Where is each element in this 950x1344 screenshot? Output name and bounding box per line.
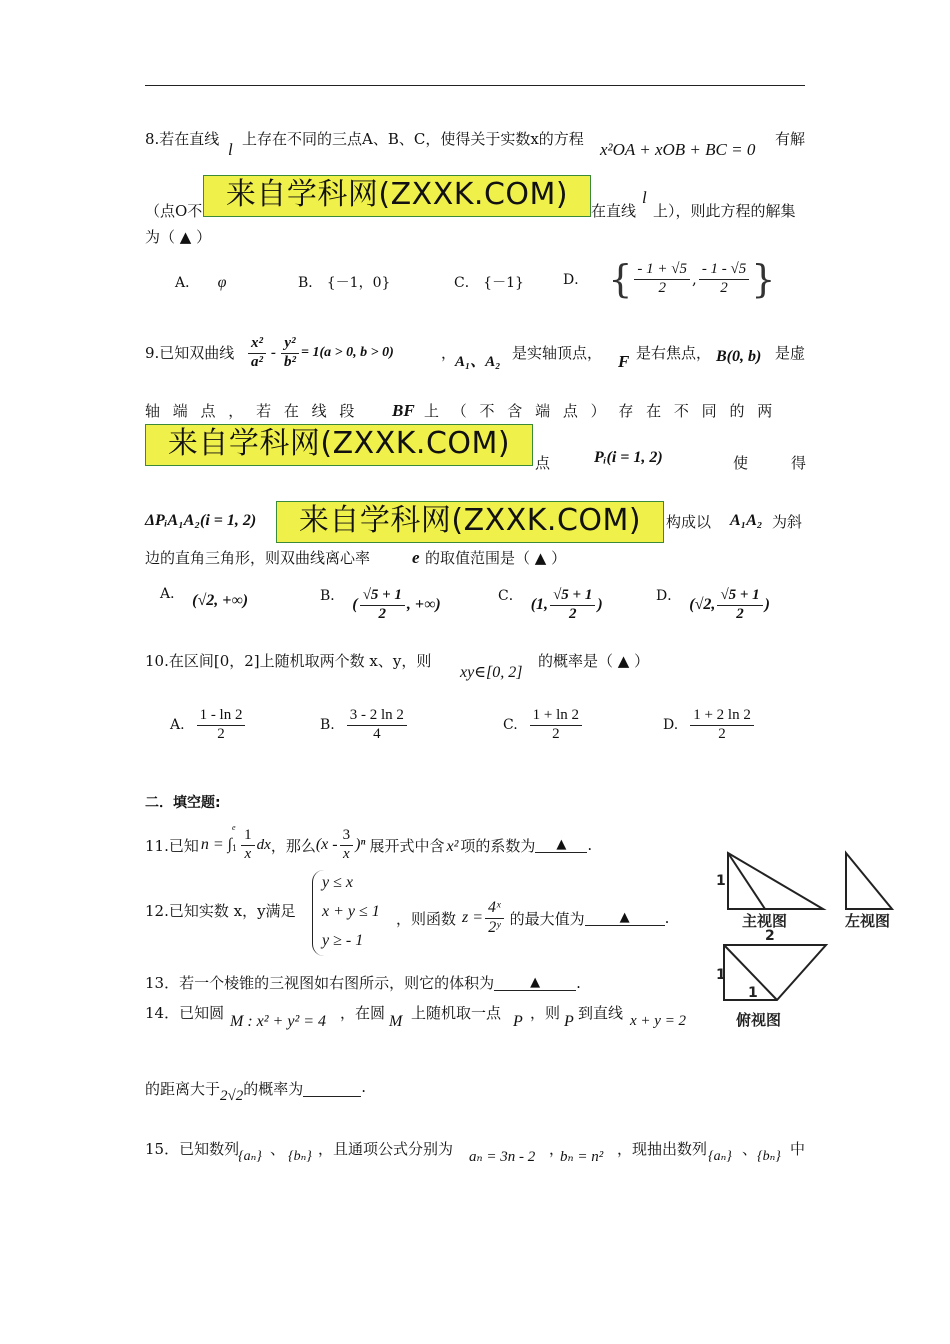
front-view-triangle — [728, 853, 823, 909]
q14-l2b: 的概率为 — [243, 1080, 304, 1098]
x2: x² — [446, 838, 459, 856]
q15-sep: 、 — [270, 1140, 286, 1158]
fig-one-front: 1 — [716, 873, 726, 889]
q9-t3: 是右焦点， — [636, 344, 712, 362]
side-view-label: 左视图 — [845, 912, 891, 930]
q11-limits — [232, 822, 237, 854]
tail: , +∞) — [406, 596, 441, 614]
q9-option-b — [320, 588, 441, 623]
q14-circle: M : x² + y² = 4 — [230, 1013, 327, 1030]
q8-line2b: 在直线 — [591, 202, 637, 220]
tail: ) — [597, 596, 603, 614]
watermark-3: 来自学科网(ZXXK.COM) — [276, 501, 664, 543]
frac — [690, 708, 754, 743]
frac-num: 3 - 2 ln 2 — [347, 708, 407, 726]
frac — [634, 262, 690, 297]
paren: ( — [352, 596, 358, 614]
q12-c1: y ≤ x — [322, 874, 353, 891]
q8-line2c: 上），则此方程的解集 — [653, 202, 796, 220]
frac-den: x — [343, 845, 350, 862]
option-label: D. — [663, 717, 679, 734]
frac — [197, 708, 246, 743]
three-view-figure — [710, 845, 900, 1035]
frac — [241, 828, 255, 863]
frac-den: 2 — [720, 279, 728, 296]
option-text: {－1} — [483, 275, 524, 291]
minus: - — [271, 344, 276, 361]
frac-den: 2 — [378, 605, 387, 622]
q10-cond: xy∈[0, 2] — [460, 664, 523, 681]
q9-de: 得 — [791, 454, 807, 472]
frac — [248, 336, 266, 371]
q14-l2a: 的距离大于 — [145, 1080, 221, 1098]
q13-text: 13．若一个棱锥的三视图如右图所示，则它的体积为 — [145, 974, 495, 992]
option-label: D． — [563, 272, 589, 288]
front-view-label: 主视图 — [742, 912, 788, 930]
q12-z: z = — [462, 909, 484, 927]
q10-option-b — [320, 708, 409, 743]
watermark-2: 来自学科网(ZXXK.COM) — [145, 424, 533, 466]
q14-t4: 到直线 — [578, 1004, 624, 1022]
q9-lead: 9.已知双曲线 — [145, 344, 235, 362]
paren: (1, — [530, 596, 549, 614]
q11-tail2: 项的系数为 — [460, 836, 536, 855]
q9-line4c: 为斜 — [772, 513, 803, 531]
q12-c2: x + y ≤ 1 — [322, 903, 380, 920]
q15-t4: 中 — [790, 1140, 806, 1158]
paren: (√2, — [689, 596, 716, 614]
q9-line5: 边的直角三角形，则双曲线离心率 — [145, 549, 371, 567]
q11 — [145, 823, 593, 863]
q10-text: 10.在区间[0，2]上随机取两个数 x、y，则 — [145, 652, 432, 670]
q8-line-l2: l — [642, 188, 647, 207]
frac — [550, 588, 595, 623]
frac-num: y² — [281, 336, 298, 354]
period: . — [576, 973, 581, 992]
fig-one-top-bottom: 1 — [748, 985, 758, 1001]
q13-blank[interactable]: ▲ — [494, 975, 576, 991]
expr-post: )ⁿ — [355, 836, 366, 854]
front-view-inner-line — [728, 853, 765, 909]
q9-line5b: 的取值范围是（ ▲ ） — [425, 549, 567, 567]
q12-c3: y ≥ - 1 — [322, 932, 364, 949]
q14-P: P — [513, 1013, 523, 1030]
q9-line2: 轴 端 点 ， 若 在 线 段 — [145, 402, 355, 420]
frac-den: 2 — [217, 725, 225, 742]
frac-num: 3 — [340, 828, 354, 846]
q9-F: F — [618, 352, 630, 371]
frac-num: 1 + 2 ln 2 — [690, 708, 754, 726]
q9-line3a: 点 — [535, 454, 551, 472]
frac — [360, 588, 405, 623]
q15-bn: {bₙ} — [288, 1149, 312, 1164]
q11-mid: ，那么 — [270, 836, 316, 855]
option-text: {－1，0} — [326, 275, 391, 291]
dx: dx — [256, 836, 271, 853]
option-label: D． — [656, 588, 682, 605]
period: . — [664, 909, 670, 928]
q14-t1: ，在圆 — [340, 1004, 386, 1022]
frac-num: 1 - ln 2 — [197, 708, 246, 726]
q11-blank[interactable]: ▲ — [535, 837, 587, 853]
option-text: φ — [217, 274, 227, 291]
q15-t3: ，现抽出数列 — [617, 1140, 708, 1158]
q9-t2: 是实轴顶点， — [512, 344, 603, 362]
q15-an2: {aₙ} — [708, 1149, 732, 1164]
top-view-shape — [724, 945, 826, 1000]
option-label: C． — [498, 588, 523, 605]
q9-BF: BF — [392, 401, 415, 420]
frac-den: b² — [284, 353, 296, 370]
comma: , — [692, 270, 697, 288]
q12-tail-text: 的最大值为 — [509, 909, 585, 928]
fig-two: 2 — [765, 928, 775, 944]
q8-option-d — [563, 257, 776, 301]
option-label: B． — [298, 275, 323, 291]
q8-line1 — [145, 128, 219, 149]
option-text: (√2, +∞) — [192, 592, 249, 609]
watermark-1: 来自学科网(ZXXK.COM) — [203, 175, 591, 217]
section-title: 二．填空题: — [145, 795, 221, 811]
option-label: A. — [170, 717, 185, 734]
q9-option-a — [160, 586, 249, 610]
frac-num: √5 + 1 — [550, 588, 595, 606]
q8-has-solution: 有解 — [775, 130, 806, 148]
q8-line-l: l — [228, 140, 233, 159]
frac-num: 1 + ln 2 — [530, 708, 582, 726]
q11-tail: 展开式中含 — [369, 836, 445, 855]
option-label: B. — [320, 717, 335, 734]
q14-P2: P — [564, 1013, 574, 1030]
q9-t1: ， — [441, 344, 457, 362]
q11-lead: 11.已知 — [145, 836, 199, 855]
frac — [699, 262, 749, 297]
q14-line2 — [145, 1078, 366, 1105]
q9-shi: 使 — [733, 454, 749, 472]
eq-tail: = 1(a > 0, b > 0) — [301, 345, 394, 361]
period: . — [361, 1078, 367, 1096]
q15-sep2: 、 — [742, 1140, 758, 1158]
frac-num: √5 + 1 — [717, 588, 762, 606]
q11-integral: n = ∫ — [200, 836, 233, 854]
frac — [281, 336, 299, 371]
q14-blank[interactable] — [303, 1078, 361, 1097]
q8-option-c — [454, 272, 524, 292]
q14-t3: ，则 — [530, 1004, 561, 1022]
q8-option-a — [175, 272, 226, 292]
q8-lead: 8.若在直线 — [145, 130, 220, 148]
frac-num: x² — [248, 336, 266, 354]
frac-den: 2 — [718, 725, 726, 742]
q8-option-b — [298, 272, 390, 292]
q8-line1b: 上存在不同的三点A、B、C，使得关于实数x的方程 — [242, 130, 584, 148]
q9-Pi: Pᵢ(i = 1, 2) — [594, 449, 663, 466]
q10-option-c — [503, 708, 584, 743]
option-label: A． — [160, 586, 185, 602]
fig-one-top-left: 1 — [716, 967, 726, 983]
brace-right: } — [751, 257, 776, 301]
q10-option-a — [170, 708, 247, 743]
q9-equation — [246, 336, 394, 371]
q9-A1A2: A₁A₂ — [730, 512, 763, 529]
frac — [485, 900, 504, 937]
q9-a1a2: A₁、A₂ — [455, 354, 501, 370]
brace-left: { — [608, 257, 633, 301]
q15-lead: 15．已知数列 — [145, 1140, 240, 1158]
frac-den: 2 — [658, 279, 666, 296]
frac-num: 4ˣ — [485, 900, 504, 919]
q14-t2: 上随机取一点 — [411, 1004, 502, 1022]
q9-t4: 是虚 — [775, 344, 806, 362]
q9-line2b: 上 （ 不 含 端 点 ） 存 在 不 同 的 两 — [424, 402, 773, 420]
q15-bn-eq: bₙ = n² — [560, 1149, 604, 1165]
option-label: C. — [503, 717, 518, 734]
frac — [717, 588, 762, 623]
q8-line2a: （点O不 — [145, 202, 203, 220]
top-view-label: 俯视图 — [736, 1011, 782, 1029]
q14-line: x + y = 2 — [630, 1013, 687, 1029]
q13 — [145, 972, 581, 993]
q10-tail: 的概率是（ ▲ ） — [538, 652, 650, 670]
expr-pre: (x - — [315, 836, 338, 854]
frac-den: 2ʸ — [488, 918, 501, 936]
frac-den: 2 — [568, 605, 577, 622]
q15-bn2: {bₙ} — [757, 1149, 781, 1164]
q12-mid: ，则函数 — [396, 909, 457, 928]
q15-an: {aₙ} — [238, 1149, 262, 1164]
q9-option-c — [498, 588, 603, 623]
q14-dist: 2√2 — [220, 1088, 244, 1104]
frac-num: - 1 + √5 — [634, 262, 690, 280]
upper-limit: e — [232, 823, 236, 833]
q9-B: B(0, b) — [716, 348, 762, 365]
frac-den: a² — [251, 353, 263, 370]
q9-line4a: ΔPᵢA₁A₂(i = 1, 2) — [145, 512, 257, 529]
frac-num: 1 — [241, 828, 255, 846]
q15-an-eq: aₙ = 3n - 2 — [469, 1149, 536, 1165]
q9-line4b: 构成以 — [666, 513, 712, 531]
frac-den: 2 — [552, 725, 560, 742]
lower-limit: 1 — [232, 844, 238, 854]
frac-den: 2 — [736, 605, 744, 622]
option-label: B． — [320, 588, 345, 605]
q12-blank[interactable]: ▲ — [585, 910, 665, 926]
q8-line3: 为（ ▲ ） — [145, 228, 212, 246]
q15-t2: ， — [549, 1140, 565, 1158]
frac-den: x — [244, 845, 252, 862]
q9-e: e — [412, 548, 420, 567]
frac-num: - 1 - √5 — [699, 262, 749, 280]
q14-lead: 14．已知圆 — [145, 1004, 225, 1022]
q9-option-d — [656, 588, 770, 623]
frac — [340, 828, 354, 863]
side-view-triangle — [846, 853, 892, 909]
q15-t1: ，且通项公式分别为 — [318, 1140, 454, 1158]
frac — [347, 708, 407, 743]
q10-option-d — [663, 708, 756, 743]
q8-equation: x²OA + xOB + BC = 0 — [600, 140, 756, 159]
option-label: C． — [454, 275, 479, 291]
header-rule — [145, 85, 805, 86]
q12-lead: 12.已知实数 x，y满足 — [145, 902, 296, 920]
q14-M: M — [389, 1013, 403, 1030]
tail: ) — [764, 596, 770, 614]
frac-num: √5 + 1 — [360, 588, 405, 606]
frac-den: 4 — [373, 725, 381, 742]
period: . — [587, 836, 593, 855]
q12-tail — [396, 900, 669, 937]
frac — [530, 708, 582, 743]
option-label: A． — [175, 275, 200, 291]
